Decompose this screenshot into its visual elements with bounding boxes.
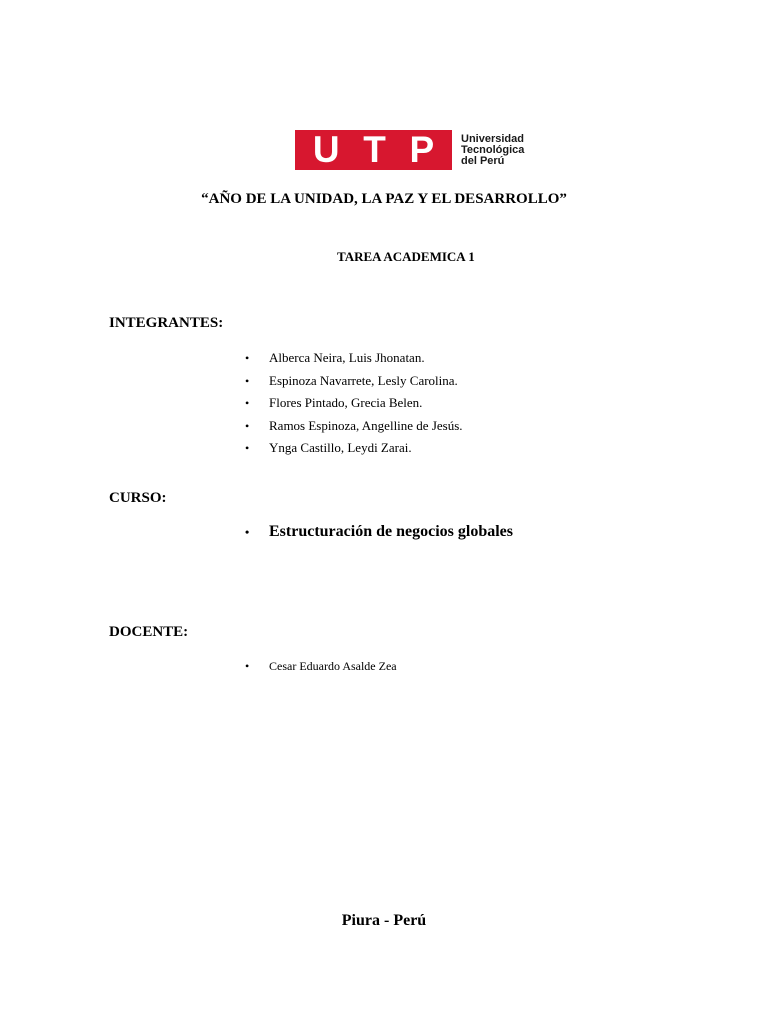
bullet-icon: •	[245, 441, 250, 455]
logo-letter: P	[409, 129, 435, 170]
bullet-icon: •	[245, 418, 250, 433]
logo-letter: T	[363, 129, 386, 170]
bullet-icon: •	[245, 659, 250, 673]
member-name: Alberca Neira, Luis Jhonatan.	[269, 350, 425, 365]
city-country: Piura - Perú	[341, 912, 427, 929]
logo-line: Tecnológica	[461, 143, 525, 156]
list-item	[245, 392, 463, 415]
members-heading: INTEGRANTES:	[109, 315, 224, 331]
member-name: Flores Pintado, Grecia Belen.	[269, 395, 423, 410]
bullet-icon: •	[245, 351, 250, 365]
bullet-icon: •	[245, 525, 250, 539]
logo-letter: U	[312, 129, 340, 170]
utp-logo	[295, 130, 524, 170]
year-motto: “AÑO DE LA UNIDAD, LA PAZ Y EL DESARROLLO”	[201, 191, 567, 207]
member-name: Espinoza Navarrete, Lesly Carolina.	[269, 372, 458, 388]
teacher-heading: DOCENTE:	[109, 624, 189, 640]
member-name: Ynga Castillo, Leydi Zarai.	[269, 440, 412, 455]
utp-logo-wordmark	[461, 134, 524, 167]
members-list	[245, 347, 463, 460]
course-name: Estructuración de negocios globales	[269, 523, 513, 540]
list-item	[245, 370, 463, 393]
logo-line: Universidad	[461, 132, 524, 145]
bullet-icon: •	[245, 373, 250, 388]
teacher-name: Cesar Eduardo Asalde Zea	[269, 659, 397, 673]
course-heading: CURSO:	[109, 490, 167, 506]
utp-logo-mark	[295, 130, 452, 170]
bullet-icon: •	[245, 396, 250, 410]
list-item	[245, 347, 463, 370]
course-list	[245, 520, 513, 544]
list-item	[245, 415, 463, 438]
list-item	[245, 437, 463, 460]
teacher-list	[245, 656, 397, 678]
list-item	[245, 520, 513, 544]
logo-line: del Perú	[461, 154, 505, 167]
list-item	[245, 656, 397, 678]
assignment-title: TAREA ACADEMICA 1	[337, 249, 475, 264]
member-name: Ramos Espinoza, Angelline de Jesús.	[269, 417, 463, 433]
